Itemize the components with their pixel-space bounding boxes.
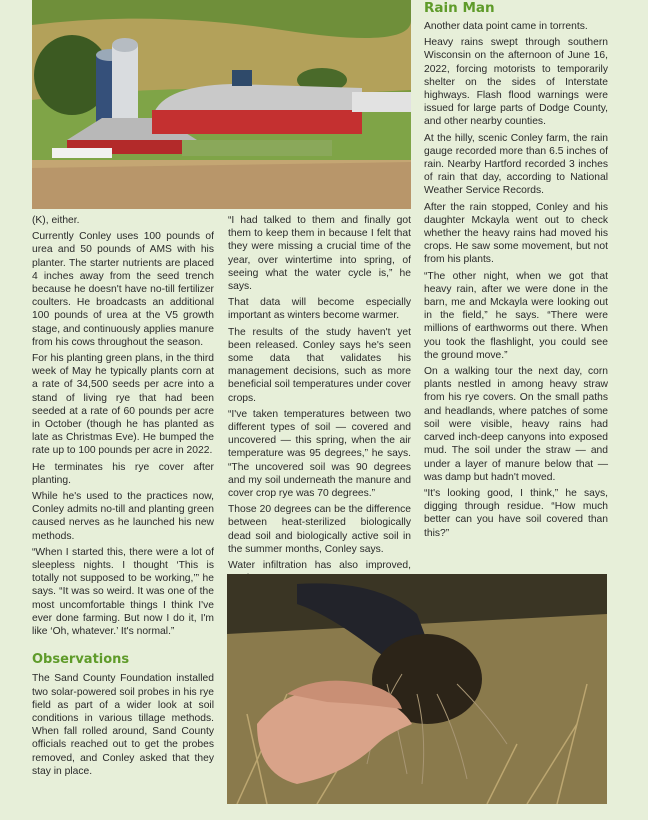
right-paragraph: Heavy rains swept through southern Wisconsin on the afternoon of June 16, 2022, forcing motorists to temporarily shelter on the sides of Interstate highways. Flash flood warnings were issued for large parts of Dodge County, and other nearby counties. — [424, 37, 608, 128]
middle-paragraph: Those 20 degrees can be the difference between heat-sterilized biologically dead soil and biologically active soil in the summer months, Conley says. — [228, 504, 411, 555]
right-column — [424, 0, 608, 543]
middle-paragraph: Water infiltration has also improved, — [228, 560, 411, 572]
left-paragraph: For his planting green plans, in the third week of May he typically plants corn at a rate of 34,500 seeds per acre into a stand of living rye that had been seeded at a rate of 60 pounds per acre in October (though he has planted as late as Christmas Eve). He bumped the rate up to 100 pounds per acre in 2022. — [32, 353, 214, 457]
observations-paragraph: The Sand County Foundation installed two solar-powered soil probes in his rye field as part of a wider look at soil conditions in various tillage methods. When fall rolled around, Sand County officials reached out to get the probes removed, and Conley asked that they stay in place. — [32, 673, 214, 777]
dairy-farm-illustration — [32, 0, 411, 209]
rain-man-heading: Rain Man — [424, 0, 495, 16]
right-paragraph: “The other night, when we got that heavy rain, after we were done in the barn, me and Mckayla were looking out in the field,” he says. “There were millions of earthworms out there. When you took the flashlight, you could see the ground move.” — [424, 270, 608, 361]
right-paragraph: “It's looking good, I think,” he says, digging through residue. “How much better can you have soil covered than this?” — [424, 487, 608, 539]
left-paragraph: “When I started this, there were a lot of sleepless nights. I thought ‘This is totally not supposed to be working,’” he says. “It was so weird. It was one of the most uncomfortable things I think I've ever done farming. But now I do it, I'm like ‘Oh, whatever.’ It's normal.” — [32, 546, 214, 638]
middle-column — [228, 214, 411, 588]
right-paragraph: On a walking tour the next day, corn plants nestled in among heavy straw from his rye covers. On the small paths and headlands, where patches of some soil were visible, heavy rains had carved inch-deep canyons into exposed mud. The soil under the straw — and under a layer of manure below that — was damp but hadn't moved. — [424, 366, 608, 483]
left-paragraph: He terminates his rye cover after planting. — [32, 461, 214, 486]
right-paragraph: After the rain stopped, Conley and his daughter Mckayla went out to check whether the heavy rains had moved his crops. He saw some movement, but not from his plants. — [424, 201, 608, 266]
right-paragraph: At the hilly, scenic Conley farm, the rain gauge recorded more than 6.5 inches of rain. Nearby Hartford recorded 3 inches of rain that day, according to National Weather Service Records. — [424, 132, 608, 197]
left-paragraph: While he's used to the practices now, Conley admits no-till and planting green caused nerves as he launched his new methods. — [32, 491, 214, 542]
hand-soil-roots-illustration — [227, 574, 607, 804]
left-paragraph: Currently Conley uses 100 pounds of urea and 50 pounds of AMS with his planter. The starter nutrients are placed 4 inches away from the seed trench because he doesn't have no-till fertilizer coulters. He broadcasts an additional 100 pounds of urea at the V5 growth stage, and continuously applies manure from his cows throughout the season. — [32, 231, 214, 348]
right-paragraph: Another data point came in torrents. — [424, 21, 588, 32]
roots-photo — [227, 574, 607, 804]
observations-heading: Observations — [32, 652, 130, 668]
middle-paragraph: That data will become especially important as winters become warmer. — [228, 297, 411, 322]
middle-paragraph: The results of the study haven't yet been released. Conley says he's seen some data that validates his management decisions, such as more beneficial soil temperatures under cover crops. — [228, 326, 411, 404]
middle-paragraph: “I had talked to them and finally got them to keep them in because I felt that they were missing a crucial time of the year, over wintertime into spring, of seeing what the water cycle is,” he says. — [228, 215, 411, 293]
left-paragraph: (K), either. — [32, 215, 80, 226]
farm-photo — [32, 0, 411, 209]
middle-paragraph: “I've taken temperatures between two different types of soil — covered and uncovered — this spring, when the air temperature was 95 degrees,” he says. “The uncovered soil was 90 degrees and my soil underneath the manure and cover crop rye was 70 degrees.” — [228, 408, 411, 500]
left-column — [32, 214, 214, 781]
